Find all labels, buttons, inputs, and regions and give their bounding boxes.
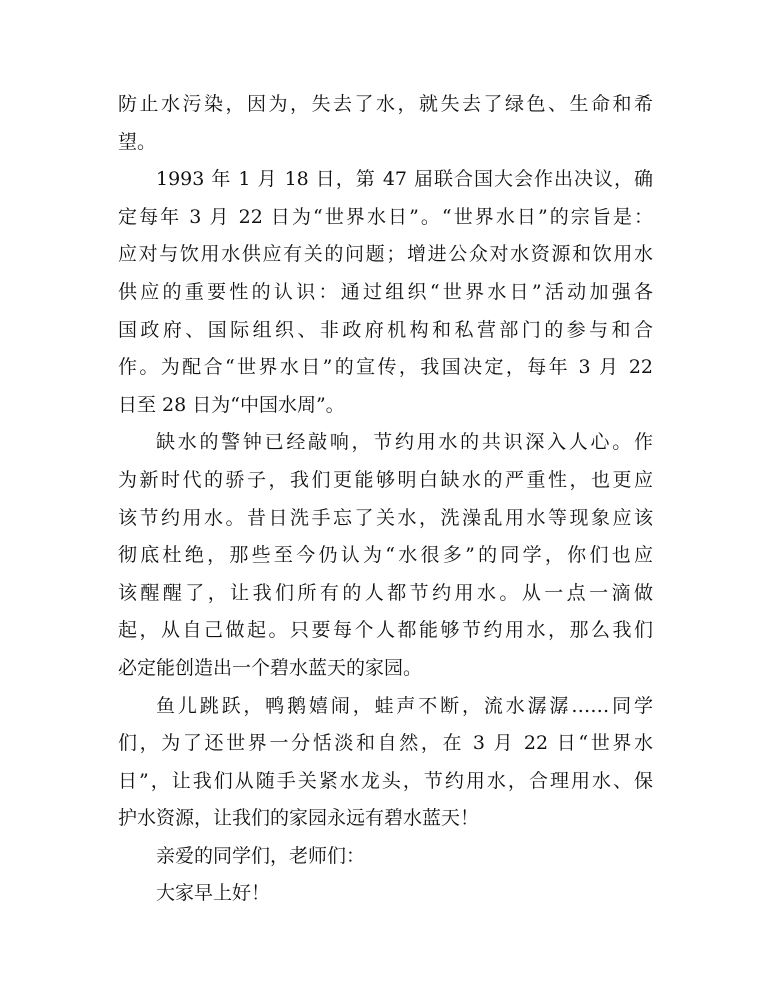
document-body bbox=[118, 86, 653, 913]
text-line: 必定能创造出一个碧水蓝天的家园。 bbox=[118, 656, 423, 679]
text-line: 国政府、国际组织、非政府机构和私营部门的参与和合 bbox=[118, 318, 653, 341]
text-line: 该节约用水。昔日洗手忘了关水，洗澡乱用水等现象应该 bbox=[118, 506, 653, 529]
text-line: 该醒醒了，让我们所有的人都节约用水。从一点一滴做 bbox=[118, 581, 653, 604]
text-line: 定每年 3 月 22 日为“世界水日”。“世界水日”的宗旨是： bbox=[118, 205, 653, 228]
paragraph-start-line: 缺水的警钟已经敲响，节约用水的共识深入人心。作 bbox=[156, 431, 653, 454]
text-line: 日”，让我们从随手关紧水龙头，节约用水，合理用水、保 bbox=[118, 769, 653, 792]
text-line: 起，从自己做起。只要每个人都能够节约用水，那么我们 bbox=[118, 619, 653, 642]
text-line: 防止水污染，因为，失去了水，就失去了绿色、生命和希 bbox=[118, 93, 653, 115]
paragraph-start-line: 鱼儿跳跃，鸭鹅嬉闹，蛙声不断，流水潺潺……同学 bbox=[156, 694, 653, 717]
paragraph-start-line: 1993 年 1 月 18 日，第 47 届联合国大会作出决议，确 bbox=[156, 168, 653, 191]
text-line: 作。为配合“世界水日”的宣传，我国决定，每年 3 月 22 bbox=[118, 356, 653, 379]
text-line: 应对与饮用水供应有关的问题；增进公众对水资源和饮用水 bbox=[118, 243, 653, 266]
greeting-line: 亲爱的同学们，老师们： bbox=[156, 844, 366, 867]
text-line: 彻底杜绝，那些至今仍认为“水很多”的同学，你们也应 bbox=[118, 544, 653, 567]
text-line: 日至 28 日为“中国水周”。 bbox=[118, 393, 345, 416]
text-line: 护水资源，让我们的家园永远有碧水蓝天！ bbox=[118, 807, 480, 830]
text-line: 为新时代的骄子，我们更能够明白缺水的严重性，也更应 bbox=[118, 468, 653, 491]
text-line: 望。 bbox=[118, 130, 157, 153]
text-line: 供应的重要性的认识：通过组织“世界水日”活动加强各 bbox=[118, 280, 653, 303]
text-line: 们，为了还世界一分恬淡和自然，在 3 月 22 日“世界水 bbox=[118, 732, 653, 755]
greeting-line: 大家早上好！ bbox=[156, 882, 271, 905]
